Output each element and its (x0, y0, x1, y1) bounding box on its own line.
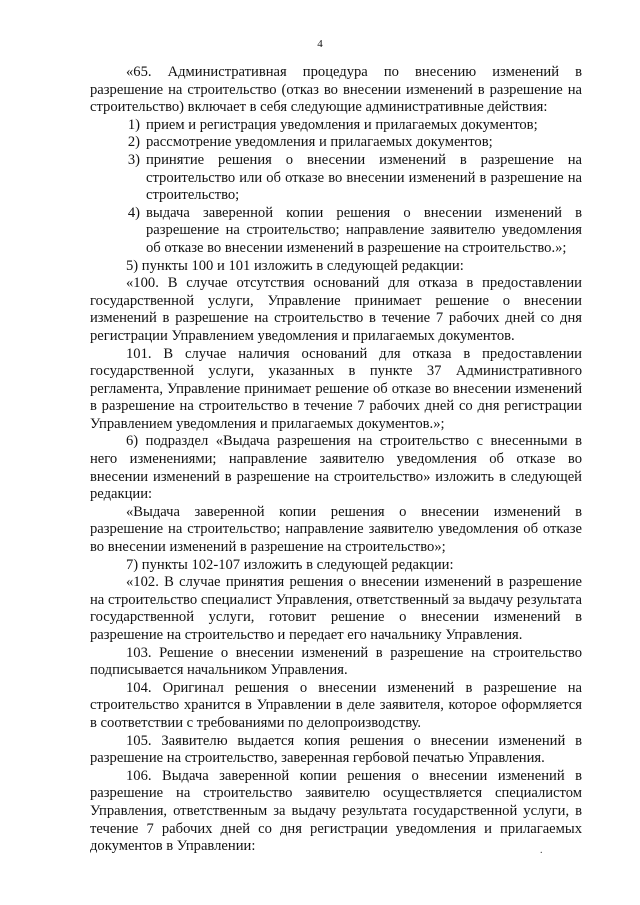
list-item-text: прием и регистрация уведомления и прилагаемых документов; (146, 116, 538, 133)
list-item (90, 205, 582, 258)
scan-speck: . (540, 845, 543, 856)
paragraph-101: 101. В случае наличия оснований для отказа в предоставлении государственной услуги, указанных в пункте 37 Административного регламента, Управление принимает решение об отказе во внесении изменений в разрешение на строительство в течение 7 рабочих дней со дня регистрации Управлением уведомления и прилагаемых документов.»; (90, 345, 582, 432)
paragraph-6: 6) подраздел «Выдача разрешения на строительство с внесенными в него изменениями; направление заявителю уведомления об отказе во внесении изменений в разрешение на строительство» изложить в следующей редакции: (90, 433, 582, 503)
paragraph-105: 105. Заявителю выдается копия решения о внесении изменений в разрешение на строительство, заверенная гербовой печатью Управления. (90, 732, 582, 767)
paragraph-106: 106. Выдача заверенной копии решения о внесении изменений в разрешение на строительство заявителю осуществляется специалистом Управления, ответственным за выдачу результата государственной услуги, в течение 7 рабочих дней со дня регистрации уведомления и прилагаемых документов в Управлении: (90, 767, 582, 855)
paragraph-5: 5) пункты 100 и 101 изложить в следующей редакции: (126, 257, 464, 274)
paragraph-103: 103. Решение о внесении изменений в разрешение на строительство подписывается начальником Управления. (90, 644, 582, 679)
list-item-text: принятие решения о внесении изменений в разрешение на строительство или об отказе во внесении изменений в разрешение на строительство; (146, 151, 582, 204)
paragraph-104: 104. Оригинал решения о внесении изменений в разрешение на строительство хранится в Управлении в деле заявителя, которое оформляется в соответствии с требованиями по делопроизводству. (90, 679, 582, 731)
document-body (90, 64, 582, 856)
list-item-number: 2) (127, 134, 140, 151)
list-item-text: рассмотрение уведомления и прилагаемых документов; (146, 134, 493, 151)
paragraph-100: «100. В случае отсутствия оснований для отказа в предоставлении государственной услуги, Управление принимает решение о внесении изменений в разрешение на строительство в течение 7 рабочих дней со дня регистрации Управлением уведомления и прилагаемых документов. (90, 275, 582, 344)
list-item-number: 4) (127, 204, 140, 221)
list-item (90, 134, 582, 152)
list-item-number: 1) (127, 116, 140, 133)
paragraph-65: «65. Административная процедура по внесению изменений в разрешение на строительство (отказ во внесении изменений в разрешение на строительство) включает в себя следующие административные действия: (90, 64, 582, 116)
paragraph-7: 7) пункты 102-107 изложить в следующей редакции: (126, 556, 454, 573)
list-item-text: выдача заверенной копии решения о внесении изменений в разрешение на строительство; направление заявителю уведомления об отказе во внесении изменений в разрешение на строительство.»; (146, 204, 582, 256)
page-number: 4 (317, 38, 323, 50)
paragraph-6-quote: «Выдача заверенной копии решения о внесении изменений в разрешение на строительство; направление заявителю уведомления об отказе во внесении изменений в разрешение на строительство»; (90, 503, 582, 556)
list-item (90, 117, 582, 135)
paragraph-102: «102. В случае принятия решения о внесении изменений в разрешение на строительство специалист Управления, ответственный за выдачу результата государственной услуги, готовит решение о внесении изменений в разрешение на строительство и передает его начальнику Управления. (90, 574, 582, 643)
list-item (90, 152, 582, 205)
list-item-number: 3) (127, 151, 140, 168)
